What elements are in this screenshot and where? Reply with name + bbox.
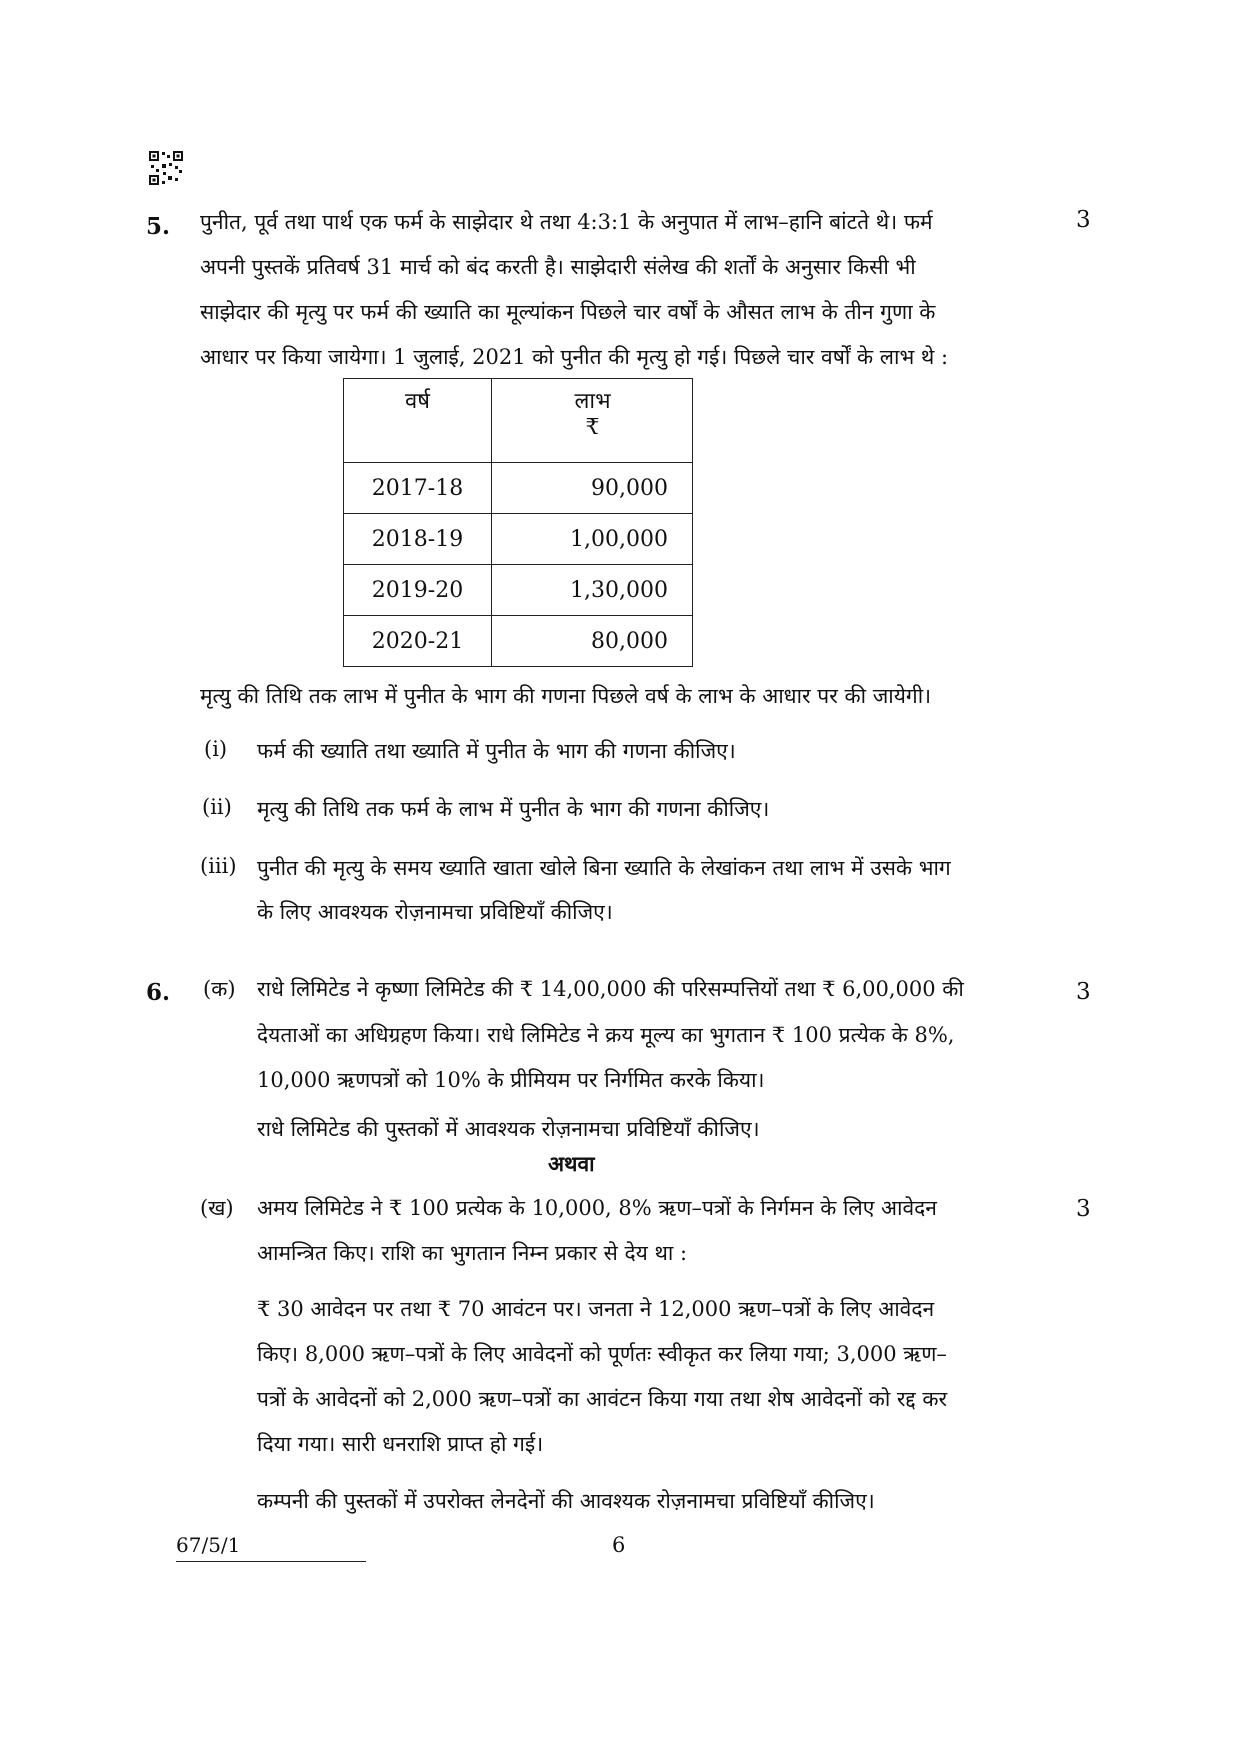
part-i-text: फर्म की ख्याति तथा ख्याति में पुनीत के भाग की गणना कीजिए। [257, 739, 736, 763]
part-a-text-line-2: देयताओं का अधिग्रहण किया। राधे लिमिटेड ने क्रय मूल्य का भुगतान ₹ 100 प्रत्येक के 8%, [257, 1023, 955, 1047]
page-number: 6 [612, 1533, 626, 1557]
question-5-text-line-4: आधार पर किया जायेगा। 1 जुलाई, 2021 को पुनीत की मृत्यु हो गई। पिछले चार वर्षों के लाभ थे : [200, 345, 949, 369]
row-profit: 1,00,000 [492, 514, 693, 565]
part-a-text-line-3: 10,000 ऋणपत्रों को 10% के प्रीमियम पर निर्गमित करके किया। [257, 1068, 765, 1092]
part-b-label: (ख) [200, 1196, 234, 1220]
part-a-instruction: राधे लिमिटेड की पुस्तकों में आवश्यक रोज़नामचा प्रविष्टियाँ कीजिए। [257, 1117, 760, 1141]
question-6-number: 6. [146, 979, 171, 1006]
part-iii-label: (iii) [200, 854, 237, 878]
question-5-marks: 3 [1076, 207, 1091, 233]
profit-table-header [344, 379, 693, 463]
row-year: 2020-21 [344, 616, 492, 667]
table-row [344, 463, 693, 514]
row-profit: 90,000 [492, 463, 693, 514]
qr-code-icon [148, 150, 184, 186]
part-b-detail-line-4: दिया गया। सारी धनराशि प्राप्त हो गई। [257, 1432, 544, 1456]
question-5-text-line-2: अपनी पुस्तकें प्रतिवर्ष 31 मार्च को बंद करती है। साझेदारी संलेख की शर्तों के अनुसार किसी भी [200, 255, 916, 279]
row-year: 2018-19 [344, 514, 492, 565]
header-profit-label: लाभ [574, 389, 611, 414]
table-row [344, 565, 693, 616]
part-iii-text-line-1: पुनीत की मृत्यु के समय ख्याति खाता खोले बिना ख्याति के लेखांकन तथा लाभ में उसके भाग [257, 856, 951, 880]
header-year: वर्ष [344, 379, 492, 463]
question-5-text-line-1: पुनीत, पूर्व तथा पार्थ एक फर्म के साझेदार थे तथा 4:3:1 के अनुपात में लाभ–हानि बांटते थे। फर्म [200, 210, 933, 234]
paper-code: 67/5/1 [176, 1533, 241, 1557]
part-iii-text-line-2: के लिए आवश्यक रोज़नामचा प्रविष्टियाँ कीजिए। [257, 900, 613, 924]
part-b-detail-line-1: ₹ 30 आवेदन पर तथा ₹ 70 आवंटन पर। जनता ने 12,000 ऋण–पत्रों के लिए आवेदन [257, 1297, 935, 1321]
profit-table [343, 378, 693, 667]
table-row [344, 514, 693, 565]
row-year: 2017-18 [344, 463, 492, 514]
footer-rule [176, 1561, 366, 1562]
question-5-number: 5. [146, 213, 171, 240]
header-profit-unit: ₹ [585, 415, 600, 440]
row-profit: 1,30,000 [492, 565, 693, 616]
part-b-marks: 3 [1076, 1196, 1091, 1222]
part-b-text-line-2: आमन्त्रित किए। राशि का भुगतान निम्न प्रकार से देय था : [257, 1241, 688, 1265]
question-5-text-line-3: साझेदार की मृत्यु पर फर्म की ख्याति का मूल्यांकन पिछले चार वर्षों के औसत लाभ के तीन गुणा के [200, 300, 936, 324]
header-profit [492, 379, 693, 463]
or-separator: अथवा [548, 1151, 595, 1176]
row-profit: 80,000 [492, 616, 693, 667]
row-year: 2019-20 [344, 565, 492, 616]
part-b-text-line-1: अमय लिमिटेड ने ₹ 100 प्रत्येक के 10,000, 8% ऋण–पत्रों के निर्गमन के लिए आवेदन [257, 1196, 937, 1220]
part-a-text-line-1: राधे लिमिटेड ने कृष्णा लिमिटेड की ₹ 14,00,000 की परिसम्पत्तियों तथा ₹ 6,00,000 की [257, 977, 964, 1001]
part-b-instruction: कम्पनी की पुस्तकों में उपरोक्त लेनदेनों की आवश्यक रोज़नामचा प्रविष्टियाँ कीजिए। [257, 1489, 875, 1513]
question-5-note: मृत्यु की तिथि तक लाभ में पुनीत के भाग की गणना पिछले वर्ष के लाभ के आधार पर की जायेगी। [200, 684, 932, 708]
part-b-detail-line-2: किए। 8,000 ऋण–पत्रों के लिए आवेदनों को पूर्णतः स्वीकृत कर लिया गया; 3,000 ऋण– [257, 1342, 947, 1366]
part-ii-label: (ii) [202, 795, 232, 819]
part-b-detail-line-3: पत्रों के आवेदनों को 2,000 ऋण–पत्रों का आवंटन किया गया तथा शेष आवेदनों को रद्द कर [257, 1387, 948, 1411]
table-row [344, 616, 693, 667]
part-a-marks: 3 [1076, 979, 1091, 1005]
part-ii-text: मृत्यु की तिथि तक फर्म के लाभ में पुनीत के भाग की गणना कीजिए। [257, 797, 770, 821]
part-i-label: (i) [204, 737, 228, 761]
part-a-label: (क) [203, 977, 236, 1001]
